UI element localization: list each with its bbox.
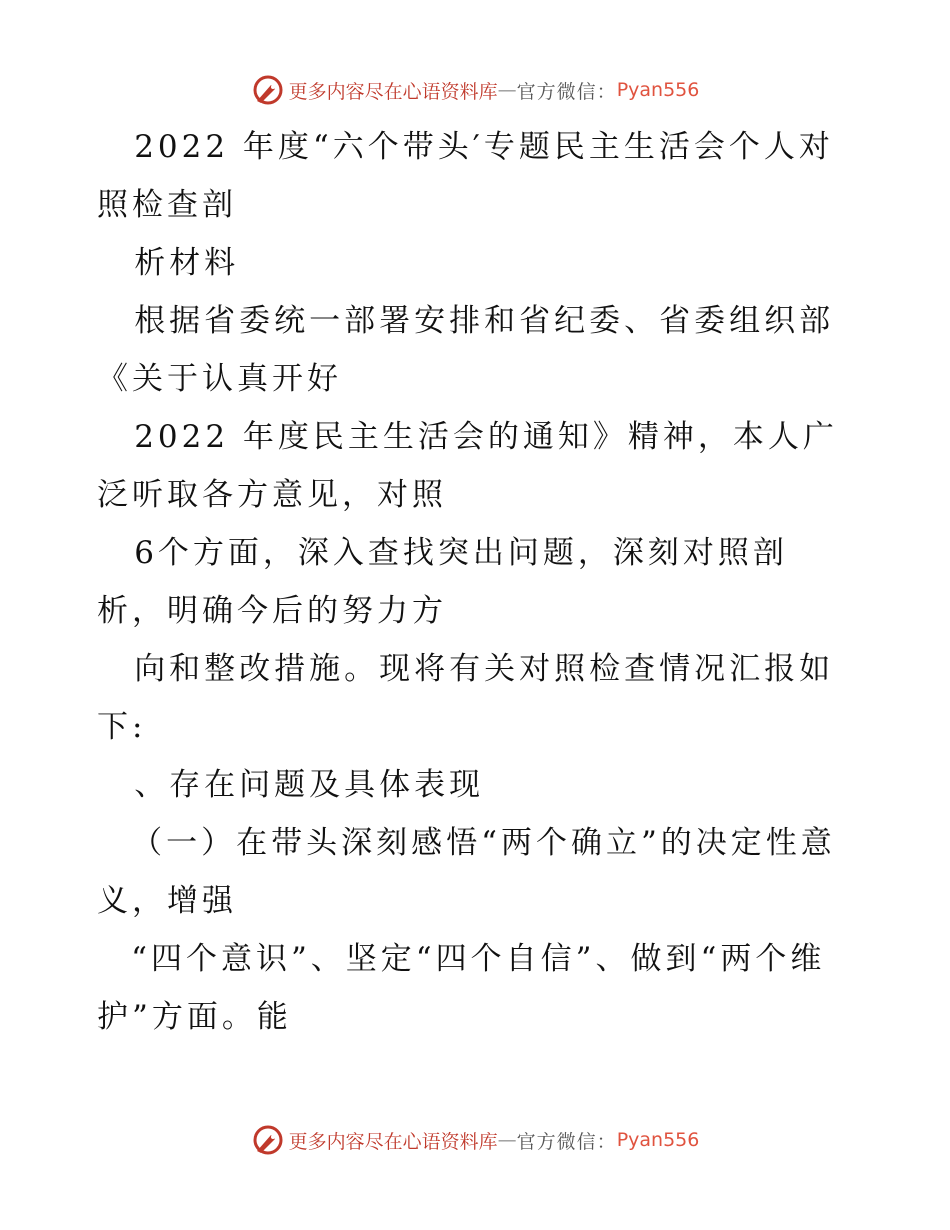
document-title-line: 析材料	[134, 245, 240, 281]
separator: —	[497, 79, 517, 101]
promo-text: 更多内容尽在心语资料库	[288, 1130, 498, 1153]
footer-banner	[0, 1120, 950, 1160]
wechat-id: Pyan556	[616, 79, 700, 101]
promo-text: 更多内容尽在心语资料库	[288, 80, 498, 103]
fountain-pen-logo-icon	[251, 73, 285, 107]
body-paragraph: 向和整改措施。现将有关对照检查情况汇报如下:	[97, 651, 835, 745]
wechat-label: 官方微信：	[516, 80, 617, 103]
section-heading: 、存在问题及具体表现	[134, 767, 485, 803]
body-paragraph: 6个方面，深入查找突出问题，深刻对照剖析，明确今后的努力方	[97, 535, 788, 629]
subsection-heading: （一）在带头深刻感悟“两个确立”的决定性意义，增强	[97, 825, 836, 919]
header-banner	[0, 70, 950, 110]
body-paragraph: 2022 年度民主生活会的通知》精神，本人广泛听取各方意见，对照	[97, 419, 838, 513]
body-paragraph: 根据省委统一部署安排和省纪委、省委组织部《关于认真开好	[97, 303, 835, 397]
separator: —	[497, 1129, 517, 1151]
wechat-id: Pyan556	[616, 1129, 700, 1151]
fountain-pen-logo-icon	[251, 1123, 285, 1157]
body-paragraph: “四个意识”、坚定“四个自信”、做到“两个维护”方面。能	[97, 941, 826, 1035]
document-title-line: 2022 年度“六个带头′专题民主生活会个人对照检查剖	[97, 129, 834, 223]
document-body	[97, 118, 857, 1046]
wechat-label: 官方微信：	[516, 1130, 617, 1153]
